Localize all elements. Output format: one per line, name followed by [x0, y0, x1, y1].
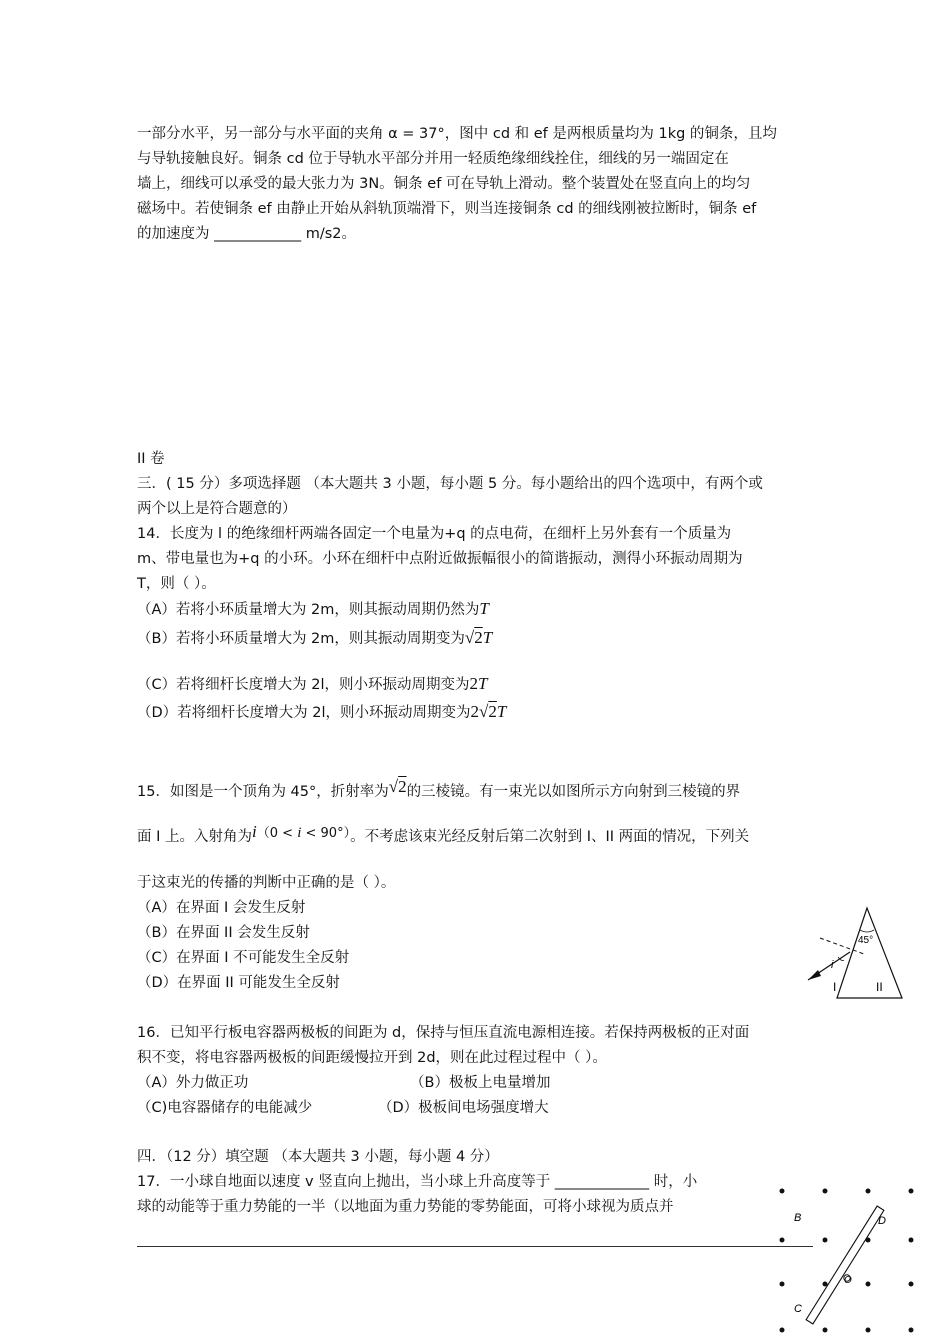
q17-stem: 球的动能等于重力势能的一半（以地面为重力势能的零势能面，可将小球视为质点并 — [137, 1199, 674, 1215]
q14-option-d-coef: 2 — [470, 702, 480, 721]
prism-outline — [837, 908, 902, 998]
problem-text-line: 磁场中。若使铜条 ef 由静止开始从斜轨顶端滑下，则当连接铜条 cd 的细线刚被拉断时，铜条 ef — [137, 201, 757, 217]
q14-option-b — [137, 628, 492, 649]
q14-option-c — [137, 674, 487, 695]
problem-text-line: 的加速度为 ____________ m/s2。 — [137, 226, 357, 242]
label-d: D — [878, 1215, 886, 1227]
q14-stem: m、带电量也为+q 的小环。小环在细杆中点附近做振幅很小的简谐振动，测得小环振动周期为 — [137, 551, 743, 567]
q17-stem: 17．一小球自地面以速度 v 竖直向上抛出，当小球上升高度等于 _____________ 时，小 — [137, 1174, 698, 1190]
q14-stem: T，则（ ）。 — [137, 576, 216, 592]
q14-option-d-math: T — [496, 702, 507, 721]
q16-option-a: （A）外力做正功 — [137, 1075, 249, 1091]
footer-rule — [137, 1246, 813, 1247]
incidence-angle-label: i — [831, 959, 834, 971]
q15-stem-end: 的三棱镜。有一束光以如图所示方向射到三棱镜的界 — [406, 784, 741, 800]
section-heading: 三．( 15 分）多项选择题 （本大题共 3 小题，每小题 5 分。每小题给出的四个选项中，有两个或 — [137, 476, 763, 492]
section-heading-cont: 两个以上是符合题意的） — [137, 501, 297, 517]
face-label-ii: II — [876, 980, 883, 994]
q14-option-d-text: （D）若将细杆长度增大为 2l，则小环振动周期变为 — [137, 705, 471, 721]
apex-angle-arc — [860, 930, 874, 932]
rod — [806, 1206, 884, 1324]
q14-stem: 14．长度为 l 的绝缘细杆两端各固定一个电量为+q 的点电荷，在细杆上另外套有一个质量为 — [137, 526, 732, 542]
q15-option-c: （C）在界面 I 不可能发生全反射 — [137, 950, 350, 966]
q15-stem: 于这束光的传播的判断中正确的是（ ）。 — [137, 875, 396, 891]
sqrt-symbol: √2 — [479, 702, 497, 721]
q14-option-b-text: （B）若将小环质量增大为 2m，则其振动周期变为 — [137, 631, 465, 647]
q14-option-c-math: 2T — [469, 674, 488, 693]
q15-stem — [137, 822, 750, 848]
q16-option-c: （C)电容器储存的电能减少 — [137, 1100, 313, 1116]
face-label-i: I — [833, 980, 837, 994]
problem-text-line: 一部分水平，另一部分与水平面的夹角 α = 37°，图中 cd 和 ef 是两根质量均为 1kg 的铜条，且均 — [137, 126, 777, 142]
label-c: C — [794, 1303, 802, 1315]
q15-option-d: （D）在界面 II 可能发生全反射 — [137, 975, 340, 991]
sqrt-symbol: √2 — [464, 628, 483, 647]
q15-radicand: 2 — [398, 777, 407, 796]
problem-text-line: 墙上，细线可以承受的最大张力为 3N。铜条 ef 可在导轨上滑动。整个装置处在竖直向上的均匀 — [137, 176, 751, 192]
q14-option-b-math: T — [482, 628, 493, 647]
q16-option-d: （D）极板间电场强度增大 — [378, 1100, 549, 1116]
apex-angle-label: 45° — [858, 935, 874, 946]
q15-range: （0 < i < 90°） — [256, 825, 351, 841]
q14-option-a-text: （A）若将小环质量增大为 2m，则其振动周期仍然为 — [137, 602, 480, 618]
q15-stem — [137, 777, 741, 802]
q15-incidence-symbol: i — [252, 822, 257, 841]
q16-option-b: （B）极板上电量增加 — [410, 1075, 551, 1091]
q15-option-a: （A）在界面 I 会发生反射 — [137, 900, 306, 916]
problem-text-line: 与导轨接触良好。铜条 cd 位于导轨水平部分并用一轻质绝缘细线拴住，细线的另一端固定在 — [137, 151, 729, 167]
q14-option-c-text: （C）若将细杆长度增大为 2l，则小环振动周期变为 — [137, 677, 470, 693]
q16-stem: 16．已知平行板电容器两极板的间距为 d，保持与恒压直流电源相连接。若保持两极板的正对面 — [137, 1025, 750, 1041]
q14-option-a — [137, 599, 489, 620]
label-o: O — [844, 1275, 852, 1286]
q14-option-a-math: T — [479, 599, 489, 618]
prism-figure — [800, 900, 910, 1010]
volume-title: II 卷 — [137, 451, 165, 467]
label-b: B — [794, 1212, 802, 1224]
sqrt-symbol: √2 — [388, 777, 407, 796]
ray-arrow — [808, 970, 821, 980]
magnetic-field-figure — [770, 1180, 940, 1344]
q14-option-b-radicand: 2 — [474, 628, 483, 647]
q15-stem-text: 面 I 上。入射角为 — [137, 829, 252, 845]
q16-stem: 积不变，将电容器两极板的间距缓慢拉开到 2d，则在此过程过程中（ ）。 — [137, 1050, 607, 1066]
q14-option-d — [137, 702, 506, 723]
q15-stem-end: 。不考虑该束光经反射后第二次射到 I、II 两面的情况，下列关 — [350, 829, 750, 845]
q15-option-b: （B）在界面 II 会发生反射 — [137, 925, 310, 941]
q15-stem-start: 15．如图是一个顶角为 45°，折射率为 — [137, 784, 389, 800]
section-heading: 四．（12 分）填空题 （本大题共 3 小题，每小题 4 分） — [137, 1149, 499, 1165]
